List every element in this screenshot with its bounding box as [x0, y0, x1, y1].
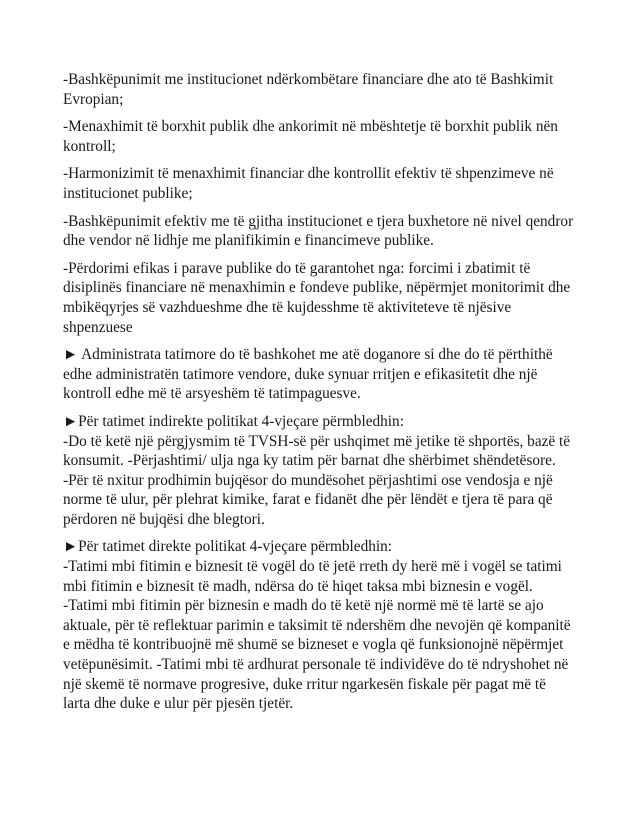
text-line: ► Administrata tatimore do të bashkohet me atë doganore si dhe do të përthithë [63, 346, 553, 364]
text-line: Evropian; [63, 90, 124, 108]
paragraph [63, 259, 571, 337]
text-line: dhe vendor në lidhje me planifikimin e financimeve publike. [63, 232, 434, 250]
paragraph [63, 345, 568, 404]
text-line: mbikëqyrjes së vazhdueshme dhe të kujdesshme të aktiviteteve të njësive [63, 298, 512, 316]
text-line: -Do të ketë një përgjysmim të TVSH-së për ushqimet më jetike të shportës, bazë të [63, 432, 571, 450]
document-body [63, 70, 574, 714]
text-line: përdoren në bujqësi dhe blegtori. [63, 510, 265, 528]
text-line: kontroll; [63, 137, 116, 155]
text-line: edhe administratën tatimore vendore, duke synuar rritjen e efikasitetit dhe një [63, 365, 538, 383]
text-line: -Përdorimi efikas i parave publike do të garantohet nga: forcimi i zbatimit të [63, 259, 531, 277]
text-line: kontroll edhe më të arsyeshëm të tatimpaguesve. [63, 385, 361, 403]
paragraph [63, 117, 568, 156]
text-line: aktuale, për të reflektuar parimin e taksimit të ndershëm dhe nevojën që kompanitë [63, 616, 571, 634]
text-line: -Për të nxitur prodhimin bujqësor do mundësohet përjashtimi ose vendosja e një [63, 471, 553, 489]
paragraph [63, 70, 568, 109]
paragraph [63, 164, 568, 203]
text-line: -Tatimi mbi fitimin për biznesin e madh do të ketë një normë më të lartë se ajo [63, 597, 544, 615]
text-line: ►Për tatimet direkte politikat 4-vjeçare përmbledhin: [63, 538, 393, 556]
text-line: shpenzuese [63, 318, 133, 336]
text-line: -Bashkëpunimit me institucionet ndërkombëtare financiare dhe ato të Bashkimit [63, 71, 554, 88]
text-line: e mëdha të kontribuojnë më shumë se bizneset e vogla që funksionojnë nëpërmjet [63, 636, 564, 654]
text-line: norme të ulur, për plehrat kimike, farat e fidanët dhe për lëndët e tjera të para që [63, 491, 553, 509]
text-line: një skemë të normave progresive, duke rritur ngarkesën fiskale për pagat më të [63, 675, 546, 693]
text-line: konsumit. -Përjashtimi/ ulja nga ky tatim për barnat dhe shërbimet shëndetësore. [63, 452, 556, 470]
text-line: institucionet publike; [63, 184, 193, 202]
text-line: -Tatimi mbi fitimin e biznesit të vogël do të jetë rreth dy herë më i vogël se tatimi [63, 558, 562, 576]
text-line: -Harmonizimit të menaxhimit financiar dhe kontrollit efektiv të shpenzimeve në [63, 165, 554, 183]
text-line: -Bashkëpunimit efektiv me të gjitha institucionet e tjera buxhetore në nivel qendror [63, 212, 574, 230]
paragraph [63, 537, 571, 713]
text-line: mbi fitimin e biznesit të madh, ndërsa do të hiqet taksa mbi biznesin e vogël. [63, 577, 533, 595]
text-line: ►Për tatimet indirekte politikat 4-vjeçare përmbledhin: [63, 412, 404, 430]
text-line: larta dhe duke e ulur për pjesën tjetër. [63, 695, 294, 713]
paragraph [63, 212, 574, 251]
text-line: -Menaxhimit të borxhit publik dhe ankorimit në mbështetje të borxhit publik nën [63, 118, 558, 136]
paragraph [63, 412, 571, 530]
text-line: disiplinës financiare në menaxhimin e fondeve publike, nëpërmjet monitorimit dhe [63, 279, 571, 297]
text-line: vetëpunësimit. -Tatimi mbi të ardhurat personale të individëve do të ndryshohet në [63, 656, 569, 674]
